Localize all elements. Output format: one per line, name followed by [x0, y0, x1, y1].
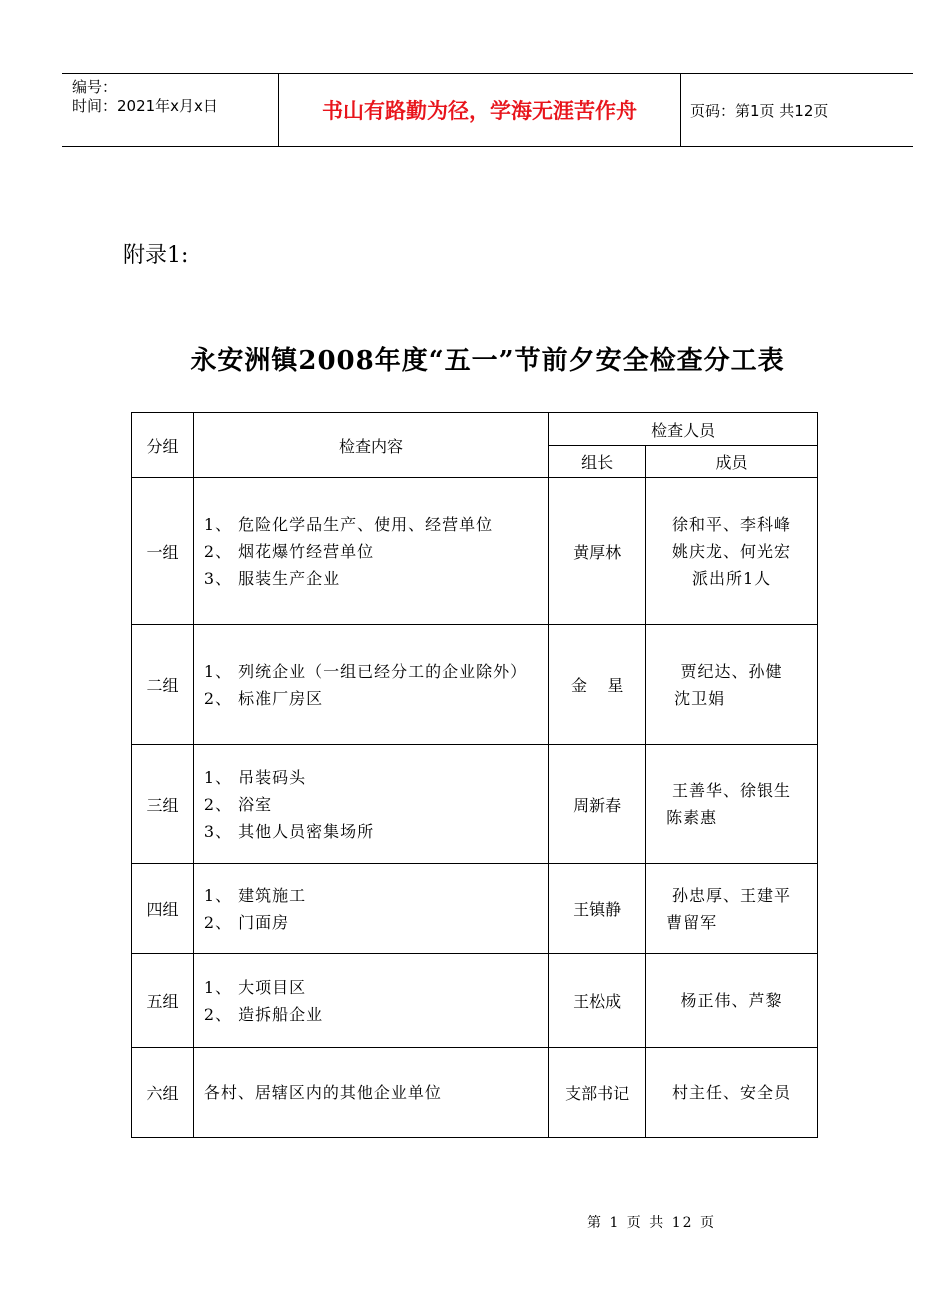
members-cell: [646, 478, 818, 625]
member-line: 陈素惠: [666, 808, 718, 827]
member-line: 徐和平、李科峰: [672, 514, 792, 534]
list-item: 1、 吊装码头: [203, 767, 307, 787]
items-cell: [193, 745, 548, 864]
page-header: [62, 73, 913, 147]
leader-cell: 黄厚林: [549, 478, 646, 625]
group-cell: 四组: [132, 864, 194, 954]
list-item: 2、 浴室: [203, 794, 273, 814]
code-label: 编号：: [72, 78, 118, 96]
list-item: 3、 服装生产企业: [203, 568, 341, 588]
header-meta: [62, 74, 279, 146]
page-footer: 第 1 页 共 12 页: [587, 1215, 716, 1231]
list-item: 2、 标准厂房区: [203, 688, 324, 708]
member-line: 派出所1人: [691, 568, 772, 588]
header-motto: 书山有路勤为径，学海无涯苦作舟: [279, 74, 681, 146]
member-line: 沈卫娟: [674, 688, 726, 708]
member-line: 王善华、徐银生: [672, 781, 792, 800]
items-cell: [193, 1048, 548, 1138]
group-cell: 二组: [132, 625, 194, 745]
list-item: 2、 门面房: [203, 912, 290, 932]
document-title: 永安洲镇2008年度“五一”节前夕安全检查分工表: [190, 346, 785, 376]
group-cell: 六组: [132, 1048, 194, 1138]
table-row: [132, 745, 818, 864]
list-item: 1、 建筑施工: [203, 885, 307, 905]
table-row: [132, 864, 818, 954]
items-cell: [193, 864, 548, 954]
items-cell: [193, 625, 548, 745]
list-item: 1、 列统企业（一组已经分工的企业除外）: [203, 661, 528, 681]
list-item: 1、 危险化学品生产、使用、经营单位: [203, 514, 494, 534]
table-header-row: [132, 413, 818, 446]
list-item: 2、 造拆船企业: [203, 1004, 324, 1024]
header-members: 成员: [646, 446, 818, 478]
leader-cell: 王松成: [549, 954, 646, 1048]
table-row: [132, 1048, 818, 1138]
list-item: 各村、居辖区内的其他企业单位: [203, 1083, 442, 1102]
members-cell: [646, 1048, 818, 1138]
leader-cell: 金 星: [549, 625, 646, 745]
items-cell: [193, 478, 548, 625]
member-line: 村主任、安全员: [672, 1083, 792, 1102]
header-group: 分组: [132, 413, 194, 478]
list-item: 2、 烟花爆竹经营单位: [203, 541, 375, 561]
member-line: 孙忠厚、王建平: [672, 885, 792, 905]
group-cell: 一组: [132, 478, 194, 625]
assignment-table: [131, 412, 818, 1138]
members-cell: [646, 745, 818, 864]
header-inspectors: 检查人员: [549, 413, 818, 446]
table-row: [132, 954, 818, 1048]
member-line: 贾纪达、孙健: [680, 661, 783, 681]
table-row: [132, 478, 818, 625]
group-cell: 三组: [132, 745, 194, 864]
header-leader: 组长: [549, 446, 646, 478]
items-cell: [193, 954, 548, 1048]
list-item: 1、 大项目区: [203, 977, 307, 997]
member-line: 曹留军: [666, 912, 718, 932]
members-cell: [646, 625, 818, 745]
members-cell: [646, 864, 818, 954]
member-line: 杨正伟、芦黎: [680, 991, 783, 1010]
header-content: 检查内容: [193, 413, 548, 478]
list-item: 3、 其他人员密集场所: [203, 821, 375, 841]
group-cell: 五组: [132, 954, 194, 1048]
table-row: [132, 625, 818, 745]
leader-cell: 周新春: [549, 745, 646, 864]
leader-cell: 王镇静: [549, 864, 646, 954]
members-cell: [646, 954, 818, 1048]
member-line: 姚庆龙、何光宏: [672, 541, 792, 561]
header-page-info: 页码：第1页 共12页: [690, 101, 829, 120]
appendix-label: 附录1:: [123, 243, 189, 268]
leader-cell: 支部书记: [549, 1048, 646, 1138]
time-label: 时间：2021年x月x日: [72, 97, 218, 115]
